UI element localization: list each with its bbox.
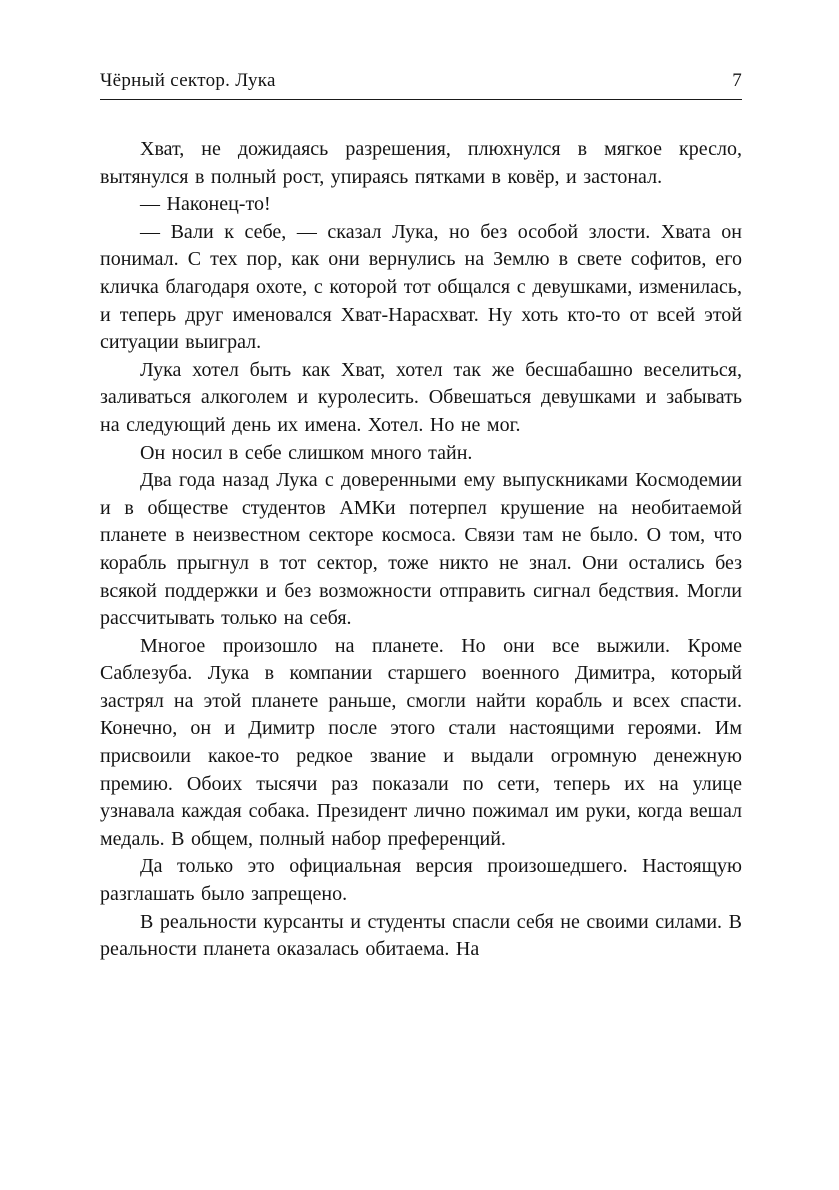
paragraph: — Наконец-то! bbox=[140, 193, 271, 216]
book-page bbox=[100, 70, 742, 964]
paragraph: Он носил в себе слишком много тайн. bbox=[140, 441, 473, 464]
page-body bbox=[100, 136, 742, 964]
paragraph: Лука хотел быть как Хват, хотел так же бесшабашно веселиться, заливаться алкоголем и куролесить. Обвешаться девушками и забывать на следующий день их имена. Хотел. Но не мог. bbox=[100, 358, 742, 436]
running-header bbox=[100, 70, 742, 100]
paragraph: Два года назад Лука с доверенными ему выпускниками Космодемии и в обществе студентов АМКи потерпел крушение на необитаемой планете в неизвестном секторе космоса. Связи там не было. О том, что корабль прыгнул в тот сектор, тоже никто не знал. Они остались без всякой поддержки и без возможности отправить сигнал бедствия. Могли рассчитывать только на себя. bbox=[100, 469, 742, 630]
paragraph: Да только это официальная версия произошедшего. Настоящую разглашать было запрещено. bbox=[100, 855, 742, 906]
page-number: 7 bbox=[732, 70, 742, 91]
paragraph: Хват, не дожидаясь разрешения, плюхнулся в мягкое кресло, вытянулся в полный рост, упираясь пятками в ковёр, и застонал. bbox=[100, 138, 742, 188]
running-title: Чёрный сектор. Лука bbox=[100, 70, 276, 91]
paragraph: Многое произошло на планете. Но они все выжили. Кроме Саблезуба. Лука в компании старшего военного Димитра, который застрял на этой планете раньше, смогли найти корабль и всех спасти. Конечно, он и Димитр после этого стали настоящими героями. Им присвоили какое-то редкое звание и выдали огромную денежную премию. Обоих тысячи раз показали по сети, теперь их на улице узнавала каждая собака. Президент лично пожимал им руки, когда вешал медаль. В общем, полный набор преференций. bbox=[100, 634, 742, 850]
paragraph: В реальности курсанты и студенты спасли себя не своими силами. В реальности планета оказалась обитаема. На bbox=[100, 910, 742, 961]
paragraph: — Вали к себе, — сказал Лука, но без особой злости. Хвата он понимал. С тех пор, как они вернулись на Землю в свете софитов, его кличка благодаря охоте, с которой тот общался с девушками, изменилась, и теперь друг именовался Хват-Нарасхват. Ну хоть кто-то от всей этой ситуации выиграл. bbox=[100, 220, 742, 354]
